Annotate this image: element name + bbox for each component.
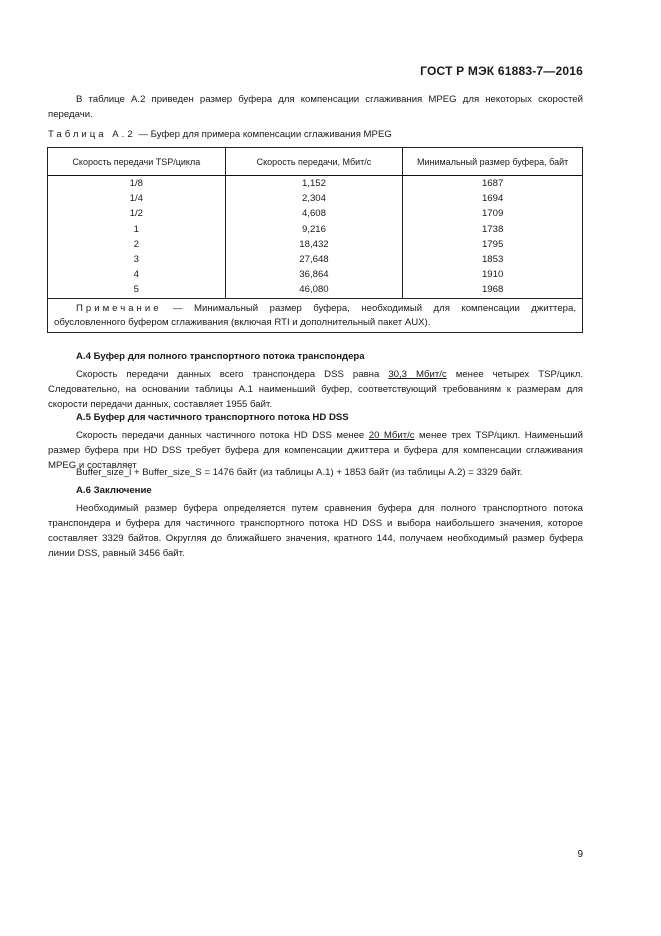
page-number: 9	[577, 849, 583, 860]
table-cell: 2	[48, 237, 226, 252]
table-cell: 4,608	[225, 206, 403, 221]
section-a6-paragraph: Необходимый размер буфера определяется путем сравнения буфера для полного транспортного потока транспондера и буфера для частичного транспортного потока HD DSS и выбора наибольшего значения, которое составляет 3329 байтов. Округляя до ближайшего значения, кратного 144, получаем необходимый размер буфера линии DSS, равный 3456 байт.	[48, 503, 583, 559]
table-cell: 1709	[403, 206, 583, 221]
table-cell: 1694	[403, 191, 583, 206]
table-row	[48, 252, 583, 267]
note-label: Примечание	[76, 302, 162, 314]
table-cell: 1,152	[225, 176, 403, 192]
a4-text-before: Скорость передачи данных всего транспондера DSS равна	[76, 369, 389, 380]
table-cell: 1/8	[48, 176, 226, 192]
column-header: Минимальный размер буфера, байт	[403, 148, 583, 176]
table-cell: 1687	[403, 176, 583, 192]
table-cell: 1/2	[48, 206, 226, 221]
table-row	[48, 237, 583, 252]
table-cell: 1	[48, 222, 226, 237]
table-cell: 36,864	[225, 267, 403, 282]
table-cell: 18,432	[225, 237, 403, 252]
table-cell: 2,304	[225, 191, 403, 206]
table-cell: 1/4	[48, 191, 226, 206]
table-cell: 46,080	[225, 282, 403, 298]
table-cell: 3	[48, 252, 226, 267]
table-cell: 1853	[403, 252, 583, 267]
table-cell: 1910	[403, 267, 583, 282]
section-a4-paragraph	[48, 367, 583, 412]
table-header-row	[48, 148, 583, 176]
table-caption	[48, 129, 392, 140]
a4-rate: 30,3 Мбит/с	[388, 369, 447, 380]
table-cell: 5	[48, 282, 226, 298]
table-row	[48, 206, 583, 221]
table-row	[48, 267, 583, 282]
table-cell: 4	[48, 267, 226, 282]
table-row	[48, 282, 583, 298]
a5-text-after: менее трех TSP/цикл. Наименьший размер буфера при HD DSS требует буфера для компенсации джиттера и буфера для компенсации сглаживания MPEG и составляет	[48, 430, 583, 471]
table-cell: 1968	[403, 282, 583, 298]
table-cell: 1795	[403, 237, 583, 252]
table-cell: 27,648	[225, 252, 403, 267]
standard-header: ГОСТ Р МЭК 61883-7—2016	[420, 64, 583, 78]
table-cell: 1738	[403, 222, 583, 237]
section-a4-title: А.4 Буфер для полного транспортного потока транспондера	[76, 351, 365, 362]
buffer-table	[47, 147, 583, 333]
table-note-row	[48, 298, 583, 332]
section-a6-title: А.6 Заключение	[76, 485, 152, 496]
table-row	[48, 222, 583, 237]
section-a5-title: А.5 Буфер для частичного транспортного потока HD DSS	[76, 412, 349, 423]
buffer-formula: Buffer_size_l + Buffer_size_S = 1476 байт (из таблицы А.1) + 1853 байт (из таблицы А.2) = 3329 байт.	[76, 467, 523, 478]
table-note	[48, 298, 583, 332]
table-caption-title: — Буфер для примера компенсации сглаживания MPEG	[138, 129, 392, 140]
table-row	[48, 176, 583, 192]
table-caption-prefix: Таблица А.2	[48, 129, 136, 140]
note-text: — Минимальный размер буфера, необходимый для компенсации джиттера, обусловленного буфером сглаживания (включая RTI и дополнительный пакет AUX).	[54, 302, 576, 328]
a4-text-after: менее четырех TSP/цикл. Следовательно, на основании таблицы А.1 наименьший буфер, соответствующий требованиям к размерам для скорости передачи данных, составляет 1955 байт.	[48, 369, 583, 410]
column-header: Скорость передачи TSP/цикла	[48, 148, 226, 176]
intro-paragraph: В таблице А.2 приведен размер буфера для компенсации сглаживания MPEG для некоторых скоростей передачи.	[48, 94, 583, 120]
table-cell: 9,216	[225, 222, 403, 237]
table-row	[48, 191, 583, 206]
a5-text-before: Скорость передачи данных частичного потока HD DSS менее	[76, 430, 369, 441]
column-header: Скорость передачи, Мбит/с	[225, 148, 403, 176]
a5-rate: 20 Мбит/с	[368, 430, 415, 441]
